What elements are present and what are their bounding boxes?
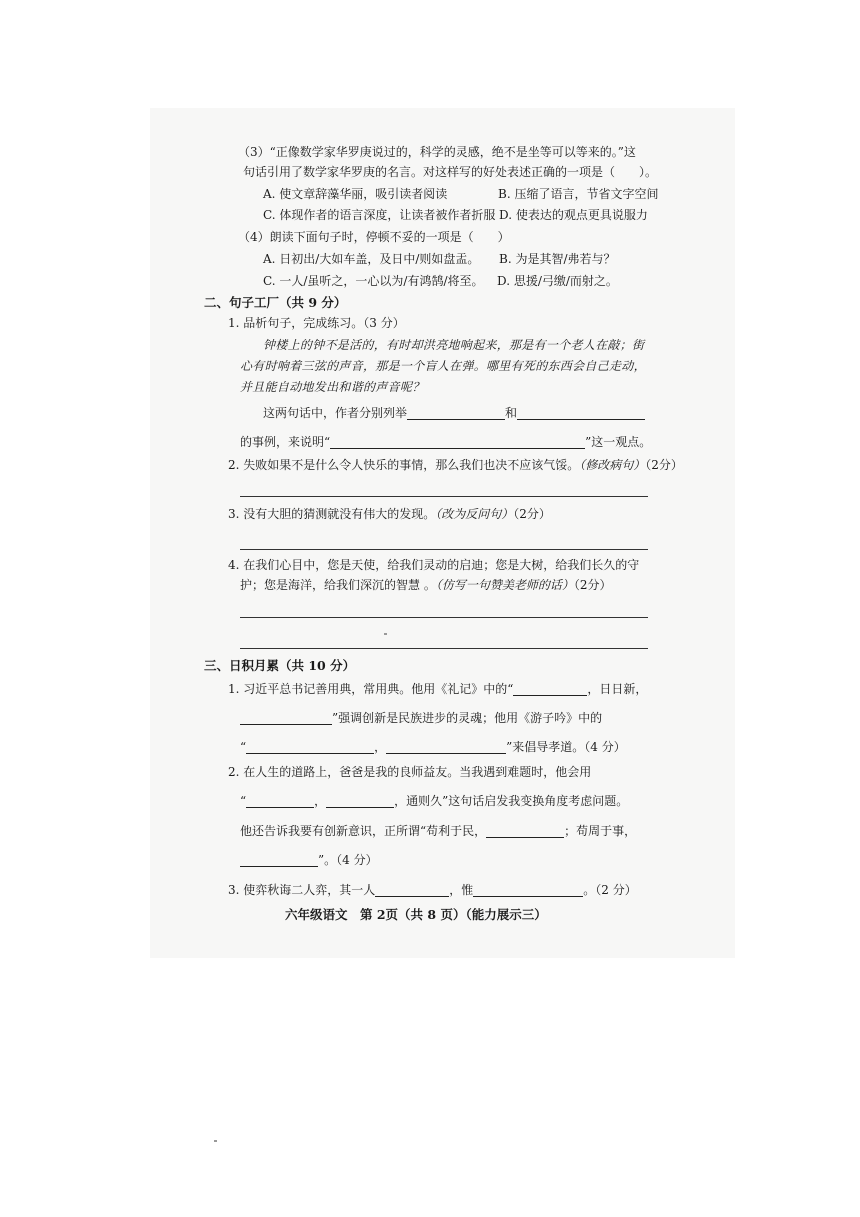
s2-item1-title: 1. 品析句子，完成练习。（3 分）	[228, 316, 405, 330]
s3-item2-line4	[240, 851, 378, 869]
scan-speck	[384, 633, 387, 635]
answer-line[interactable]	[240, 549, 648, 550]
item-score: （2分）	[645, 458, 683, 472]
s2-item1-fill-line2	[240, 433, 651, 451]
s2-item1-quote-line2: 心有时响着三弦的声音，那是一个盲人在弹。哪里有死的东西会自己走动，	[240, 359, 646, 373]
scan-speck	[214, 1140, 217, 1142]
q4-line1: （4）朗读下面句子时，停顿不妥的一项是（ ）	[238, 230, 510, 244]
fill-prefix: “	[240, 740, 247, 754]
page-footer: 六年级语文 第 2页（共 8 页）（能力展示三）	[285, 907, 547, 922]
s2-item1-quote-line1: 钟楼上的钟不是活的，有时却洪亮地响起来，那是有一个老人在敲；街	[263, 338, 645, 352]
answer-blank[interactable]	[375, 882, 449, 897]
answer-line[interactable]	[240, 648, 648, 649]
item-text: 3. 没有大胆的猜测就没有伟大的发现。	[228, 507, 436, 521]
fill-connector: ，惟	[449, 883, 474, 897]
answer-blank[interactable]	[246, 739, 374, 754]
item-score: （2分）	[573, 578, 612, 592]
s2-item2	[228, 456, 683, 474]
item-text: 2. 失败如果不是什么令人快乐的事情，那么我们也决不应该气馁。	[228, 458, 580, 472]
q4-option-c: C. 一人/虽听之，一心以为/有鸿鹄/将至。	[263, 274, 484, 288]
s3-item2-line2	[240, 792, 628, 810]
s3-item2-line1: 2. 在人生的道路上，爸爸是我的良师益友。当我遇到难题时，他会用	[228, 765, 592, 779]
section2-title: 二、句子工厂（共 9 分）	[204, 295, 347, 310]
q3-option-b: B. 压缩了语言，节省文字空间	[498, 187, 659, 201]
s3-item1-line2	[240, 709, 602, 727]
q3-option-d: D. 使表达的观点更具说服力	[499, 208, 648, 222]
fill-connector: 和	[505, 406, 518, 420]
answer-blank[interactable]	[326, 793, 394, 808]
fill-prefix: “	[240, 794, 247, 808]
item-hint: （修改病句）	[579, 458, 646, 472]
s2-item1-fill-line1	[263, 404, 645, 422]
s3-item3	[228, 881, 637, 899]
s2-item1-quote-line3: 并且能自动地发出和谐的声音呢？	[240, 380, 425, 394]
s3-item2-line3	[240, 822, 636, 840]
answer-blank[interactable]	[240, 710, 332, 725]
q3-line1: （3）“正像数学家华罗庚说过的，科学的灵感，绝不是坐等可以等来的。”这	[238, 145, 636, 159]
q4-option-a: A. 日初出/大如车盖，及日中/则如盘盂。	[263, 252, 480, 266]
item-text: 护；您是海洋，给我们深沉的智慧 。	[240, 578, 436, 592]
answer-line[interactable]	[240, 617, 648, 618]
fill-connector: ，	[314, 794, 327, 808]
answer-line[interactable]	[240, 496, 648, 497]
fill-suffix: ，通则久”这句话启发我变换角度考虑问题。	[394, 794, 629, 808]
answer-blank[interactable]	[486, 823, 564, 838]
item-hint: （改为反问句）	[435, 507, 514, 521]
answer-blank[interactable]	[517, 405, 645, 420]
fill-suffix: ”。（4 分）	[318, 853, 378, 867]
answer-blank[interactable]	[386, 739, 506, 754]
q4-option-d: D. 思援/弓缴/而射之。	[497, 274, 618, 288]
fill-suffix: ”来倡导孝道。（4 分）	[506, 740, 626, 754]
item-score: （2分）	[513, 507, 551, 521]
fill-suffix: ”这一观点。	[585, 435, 652, 449]
fill-prefix: 的事例，来说明“	[240, 435, 331, 449]
answer-blank[interactable]	[330, 434, 585, 449]
q3-option-c: C. 体现作者的语言深度，让读者被作者折服	[263, 208, 496, 222]
s3-item1-line3	[240, 738, 626, 756]
item-hint: （仿写一句赞美老师的话）	[435, 578, 574, 592]
fill-connector: ，	[374, 740, 387, 754]
s2-item3	[228, 505, 551, 523]
answer-blank[interactable]	[513, 681, 587, 696]
fill-prefix: 这两句话中，作者分别列举	[263, 406, 408, 420]
s3-item1-line1	[228, 680, 647, 698]
answer-blank[interactable]	[240, 852, 318, 867]
s2-item4-line1: 4. 在我们心目中，您是天使，给我们灵动的启迪；您是大树，给我们长久的守	[228, 558, 640, 572]
q3-option-a: A. 使文章辞藻华丽，吸引读者阅读	[263, 187, 448, 201]
s2-item4-line2	[240, 576, 611, 594]
answer-blank[interactable]	[407, 405, 505, 420]
fill-suffix: ，日日新，	[587, 682, 648, 696]
q3-line2: 句话引用了数学家华罗庚的名言。对这样写的好处表述正确的一项是（ ）。	[243, 165, 658, 179]
fill-suffix: 。（2 分）	[583, 883, 637, 897]
section3-title: 三、日积月累（共 10 分）	[204, 658, 356, 673]
fill-suffix: ”强调创新是民族进步的灵魂；他用《游子吟》中的	[332, 711, 603, 725]
q4-option-b: B. 为是其智/弗若与？	[499, 252, 616, 266]
answer-blank[interactable]	[473, 882, 583, 897]
fill-prefix: 3. 使弈秋诲二人弈，其一人	[228, 883, 376, 897]
fill-prefix: 他还告诉我要有创新意识，正所谓“苟利于民，	[240, 824, 487, 838]
fill-suffix: ；苟周于事，	[564, 824, 637, 838]
fill-prefix: 1. 习近平总书记善用典，常用典。他用《礼记》中的“	[228, 682, 514, 696]
answer-blank[interactable]	[246, 793, 314, 808]
